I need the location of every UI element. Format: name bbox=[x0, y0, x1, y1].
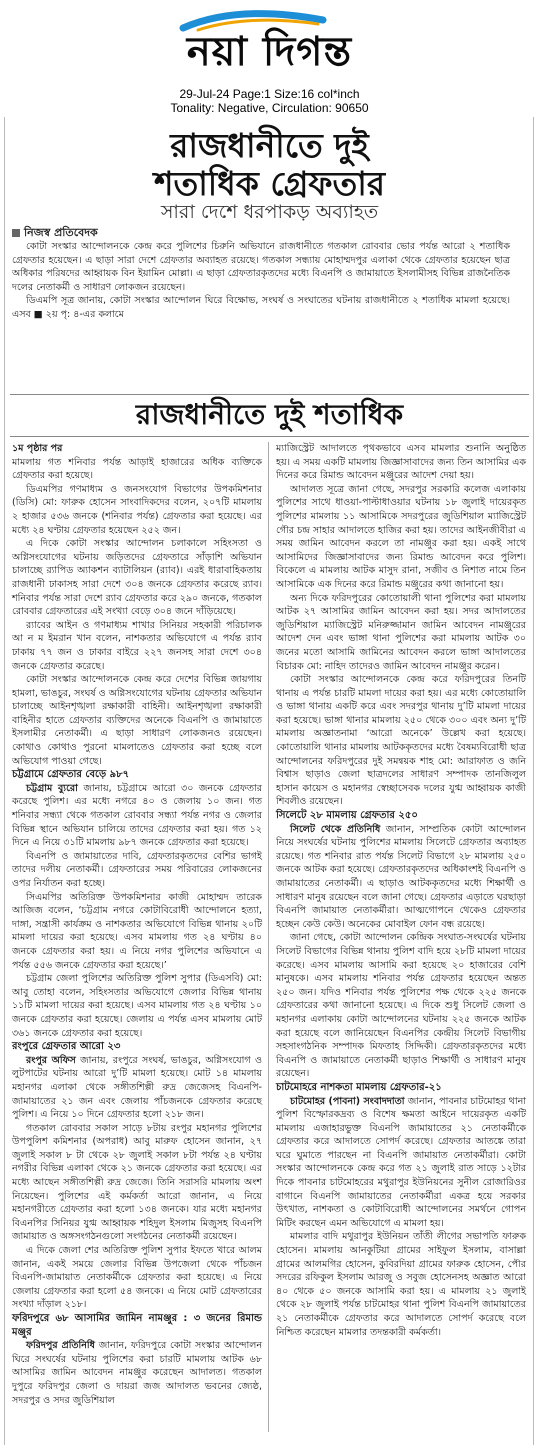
paragraph: এ দিকে জেলা শের অতিরিক্ত পুলিশ সুপার ইফতে খারে আলম জানান, একই সময়ে জেলার বিভিন্ন উপজেলা থেকে পাঁচজন বিএনপি-জামায়াত নেতাকর্মীকে গ্রেফতার করা হয়েছে। এ নিয়ে জেলায় গ্রেফতার করা হলো ৫৪ জনকে। এ নিয়ে মোট গ্রেফতারের সংখ্যা দাঁড়াল ২১৮। bbox=[12, 1245, 262, 1311]
paragraph: মামলায় গত শনিবার পর্যন্ত আড়াই হাজারের অধিক ব্যক্তিকে গ্রেফতার করা হয়েছে। bbox=[12, 456, 262, 482]
paragraph: বিএনপি ও জামায়াতের দাবি, গ্রেফতারকৃতদের বেশির ভাগই তাদের দলীয় নেতাকর্মী। গ্রেফতারের সময় পরিবারের লোকজনের ওপর নির্যাতন করা হচ্ছে। bbox=[12, 850, 262, 889]
dateline: রংপুর অফিস bbox=[26, 1054, 76, 1066]
page-ref: ১ম পৃষ্ঠার পর bbox=[12, 443, 63, 454]
dateline: সিলেট থেকে প্রতিনিধি bbox=[290, 823, 381, 835]
paragraph: কোটা সংস্কার আন্দোলনকে কেন্দ্র করে ফরিদপুরের তিনটি থানায় এ পর্যন্ত চারটি মামলা দায়ের করা হয়। এর মধ্যে কোতোয়ালি ও ভাঙ্গা থানায় একটি করে এবং সদরপুর থানায় দু’টি মামলা দায়ের করা হয়েছে। ভাঙ্গা থানার মামলায় ২৫০ থেকে ৩০০ এবং অন্য দু’টি মামলায় অজ্ঞাতনামা ‘আরো অনেকে’ উল্লেখ করা হয়েছে। কোতোয়ালি থানার মামলায় আটককৃতদের মধ্যে বৈষম্যবিরোধী ছাত্র আন্দোলনের ফরিদপুরের দুই সমন্বয়ক শাহ মো: আরাফাত ও জনি বিশ্বাস ছাড়াও জেলা ছাত্রদলের সাধারণ সম্পাদক তানজিলুল হাসান কায়েস ও মহানগর স্বেচ্ছাসেবক দলের যুগ্ম আহ্বায়ক কাজী শিবলীও রয়েছেন। bbox=[276, 674, 526, 808]
lead-paragraph: কোটা সংস্কার আন্দোলনকে কেন্দ্র করে পুলিশের চিরুনি অভিযানে রাজধানীতে গতকাল রোববার ভোর পর্যন্ত আরো ২ শতাধিক গ্রেফতার হয়েছেন। এ ছাড়া সারা দেশে গ্রেফতার অব্যাহত রয়েছে। গতকাল সন্ধ্যায় মোহাম্মদপুর এলাকা থেকে গ্রেফতার হয়েছেন ছাত্র অধিকার পরিষদের আহ্বায়ক বিন ইয়ামিন মোল্লা। এ ছাড়া গ্রেফতারকৃতদের মধ্যে বিএনপি ও জামায়াতে ইসলামীসহ বিভিন্ন রাজনৈতিক দলের নেতাকর্মী ও সাধারণ লোকজন রয়েছেন। bbox=[12, 241, 510, 293]
paragraph: জানান, সাম্প্রতিক কোটা আন্দোলন নিয়ে সংঘর্ষের ঘটনায় পুলিশের মামলায় সিলেটে গ্রেফতার অব্যাহত রয়েছে। গত শনিবার রাত পর্যন্ত সিলেট বিভাগে ২৮ মামলায় ২৫০ জনকে আটক করা হয়েছে। গ্রেফতারকৃতদের অধিকাংশই বিএনপি ও জামায়াতের নেতাকর্মী। এ ছাড়াও আটককৃতদের মধ্যে শিক্ষার্থী ও সাধারণ মানুষ রয়েছেন বলে জানা গেছে। গ্রেফতার এড়াতে ঘরছাড়া বিএনপি জামায়াত নেতাকর্মীরা। আত্মগোপনে থেকেও গ্রেফতার হচ্ছেন কেউ কেউ। অনেকের মোবাইল ফোন বন্ধ রয়েছে। bbox=[276, 823, 526, 930]
paragraph: ডিএমপির গণমাধ্যম ও জনসংযোগ বিভাগের উপকমিশনার (ডিসি) মো: ফারুক হোসেন সাংবাদিকদের বলেন, ২০৭টি মামলায় ২ হাজার ৫৩৬ জনকে (শনিবার পর্যন্ত) গ্রেফতার করা হয়েছে। এর মধ্যে ২৪ ঘণ্টায় গ্রেফতার হয়েছেন ২৫২ জন। bbox=[12, 483, 262, 536]
headline-line-2: শতাধিক গ্রেফতার bbox=[153, 164, 386, 203]
subheadline: সারা দেশে ধরপাকড় অব্যাহত bbox=[160, 201, 379, 223]
dateline: চট্টগ্রাম ব্যুরো bbox=[26, 782, 78, 794]
paragraph: অন্য দিকে ফরিদপুরের কোতোয়ালী থানা পুলিশের করা মামলায় আটক ২৭ আসামির জামিন আবেদন করা হয়। সদর আদালতের জুডিশিয়াল ম্যাজিস্ট্রেট মনিরুজ্জামান জামিন আবেদন নামঞ্জুরের আদেশ দেন এবং ভাঙ্গা থানা পুলিশের করা মামলায় আটক ৩০ জনের মতো আসামি জামিনের আবেদন করলে ভাঙ্গা আদালতের বিচারক মো: নাহিদ তাদেরও জামিন আবেদন নামঞ্জুর করেন। bbox=[276, 592, 526, 672]
section-head-chattogram: চট্টগ্রামে গ্রেফতার বেড়ে ৯৮৭ bbox=[12, 769, 130, 781]
paragraph: জানায়, রংপুরে সংঘর্ষ, ভাঙচুর, অগ্নিসংযোগ ও লুটপাটের ঘটনায় আরো দু’টি মামলা হয়েছে। মোট ১৪ মামলায় মহানগর এলাকা থেকে সঙ্গীতশিল্পী রুদ্র জেজেসহ বিএনপি-জামায়াতের ২১ জন এবং জেলায় পাঁচজনকে গ্রেফতার করেছে পুলিশ। এ নিয়ে ১০ দিনে গ্রেফতার হলো ২১৮ জন। bbox=[12, 1054, 262, 1121]
masthead bbox=[0, 0, 539, 84]
divider bbox=[10, 394, 529, 395]
paragraph: কোটা সংস্কার আন্দোলনকে কেন্দ্র করে দেশের বিভিন্ন জায়গায় হামলা, ভাঙচুর, সংঘর্ষ ও অগ্নিসংযোগের ঘটনায় গ্রেফতার অভিযান চালাচ্ছে আইনশৃঙ্খলা রক্ষাকারী বাহিনী। আইনশৃঙ্খলা রক্ষাকারী বাহিনীর হাতে গ্রেফতার ব্যক্তিদের অনেকে বিএনপি ও জামায়াতে ইসলামীর নেতাকর্মী। এ ছাড়া সাধারণ লোকজনও রয়েছেন। কোথাও কোথাও পুরনো মামলাতেও গ্রেফতার করা হচ্ছে বলে অভিযোগ পাওয়া গেছে। bbox=[12, 674, 262, 767]
byline-text: নিজস্ব প্রতিবেদক bbox=[24, 226, 98, 239]
paragraph: জানান, ফরিদপুরে কোটা সংস্কার আন্দোলন ঘিরে সংঘর্ষের ঘটনায় পুলিশের করা চারটি মামলায় আটক ৬৮ আসামির জামিন আবেদন নামঞ্জুর করেছেন আদালত। গতকাল দুপুরে ফরিদপুর জেলা ও দায়রা জজ আদালত ভবনের জ্যেষ্ঠ, সদরপুর ও সদর জুডিশিয়াল bbox=[12, 1340, 262, 1406]
paragraph: ম্যাজিস্ট্রেট আদালতে পৃথকভাবে এসব মামলার শুনানি অনুষ্ঠিত হয়। এ সময় একটি মামলায় জিজ্ঞাসাবাদের জন্য তিন আসামির এক দিনের করে রিমান্ড আবেদন মঞ্জুরের আদেশ দেয়া হয়। bbox=[276, 443, 526, 482]
paragraph: চট্টগ্রাম জেলা পুলিশের অতিরিক্ত পুলিশ সুপার (ডিএসবি) মো: আবু তোহা বলেন, সহিংসতার অভিযোগে জেলার বিভিন্ন থানায় ১১টি মামলা দায়ের করা হয়েছে। এসব মামলায় গত ২৪ ঘণ্টায় ১০ জনকে গ্রেফতার করা হয়েছে। জেলায় এ পর্যন্ত এসব মামলায় মোট ৩৬১ জনকে গ্রেফতার করা হয়েছে। bbox=[12, 973, 262, 1039]
section-head-faridpur: ফরিদপুরে ৬৮ আসামির জামিন নামঞ্জুর : ৩ জনের রিমান্ড মঞ্জুর bbox=[12, 1313, 262, 1338]
paragraph: মামলার বাদি মথুরাপুর ইউনিয়ন তাঁতী লীগের সভাপতি ফারুক হোসেন। মামলায় আনকুটিয়া গ্রামের সাইফুল ইসলাম, বাসাল্লা গ্রামের আলমগির হোসেন, কুবিরদিয়া গ্রামের ফারুক হোসেন, পৌর সদরের রফিকুল ইসলাম আরজু ও সবুজ হোসেনসহ অজ্ঞাত আরো ৪০ থেকে ৫০ জনকে আসামি করা হয়। এ মামলায় ২১ জুলাই থেকে ২৮ জুলাই পর্যন্ত চাটমোহর থানা পুলিশ বিএনপি জামায়াতের ২১ নেতাকর্মীকে গ্রেফতার করে আদালতে সোপর্দ করেছে বলে নিশ্চিত করেছেন মামলার তদন্তকারী কর্মকর্তা। bbox=[276, 1231, 526, 1338]
clip-info-tonality: Tonality: Negative, Circulation: 90650 bbox=[170, 101, 369, 115]
dateline: চাটমোহর (পাবনা) সংবাদদাতা bbox=[290, 1095, 405, 1107]
section-head-sylhet: সিলেটে ২৮ মামলায় গ্রেফতার ২৫০ bbox=[276, 810, 418, 822]
paragraph: আদালত সূত্রে জানা গেছে, সদরপুর সরকারি কলেজ এলাকায় পুলিশের সাথে ধাওয়া-পাল্টাধাওয়ার ঘটনায় ১৮ জুলাই দায়েরকৃত পুলিশের মামলায় ১১ আসামিকে সদরপুরের জুডিশিয়াল ম্যাজিস্ট্রেট গৌর চন্দ্র সাহার আদালতে হাজির করা হয়। তাদের আইনজীবীরা এ সময় জামিন আবেদন করলে তা নামঞ্জুর করা হয়। একই সাথে আসামিদের জিজ্ঞাসাবাদের জন্য রিমান্ড আবেদন করে পুলিশ। বিকেলে এ মামলায় আটক মাসুদ রানা, সজীব ও নিশাত নামে তিন আসামিকে এক দিনের করে রিমান্ড মঞ্জুরের কথা জানানো হয়। bbox=[276, 483, 526, 590]
divider bbox=[10, 436, 529, 437]
byline-square-icon bbox=[12, 229, 20, 237]
section-head-chatmohar: চাটমোহরে নাশকতা মামলায় গ্রেফতার-২১ bbox=[276, 1081, 442, 1093]
column-divider bbox=[268, 442, 269, 1432]
paragraph: জানান, পাবনার চাটমোহর থানা পুলিশ বিস্ফোরকদ্রব্য ও বিশেষ ক্ষমতা আইনে দায়েরকৃত একটি মামলায় এজাহারভুক্ত বিএনপি জামায়াতের ২১ নেতাকর্মীকে গ্রেফতার করে আদালতে সোপর্দ করেছে। গ্রেফতার আতঙ্কে তারা ঘরে ঘুমাতে পারছেন না বিএনপি জামায়াত নেতাকর্মীরা। কোটা সংস্কার আন্দোলনকে কেন্দ্র করে গত ২১ জুলাই রাত সাড়ে ১২টার দিকে পাবনার চাটমোহরের মথুরাপুর ইউনিয়নের সুনীল রোজারিওর বাগানে বিএনপি জামায়াতের নেতাকর্মীরা একত্র হয়ে সরকার উৎখাত, নাশকতা ও কোটাবিরোধী আন্দোলনের সমর্থনে গোপন মিটিং করছেন এমন অভিযোগে এ মামলা হয়। bbox=[276, 1095, 526, 1229]
paragraph: জানায়, চট্টগ্রামে আরো ৩০ জনকে গ্রেফতার করেছে পুলিশ। এর মধ্যে নগরে ৪০ ও জেলায় ১০ জন। গত শনিবার সন্ধ্যা থেকে গতকাল রোববার সন্ধ্যা পর্যন্ত নগর ও জেলার বিভিন্ন স্থানে অভিযান চালিয়ে তাদের গ্রেফতার করা হয়। গত ১২ দিনে এ নিয়ে ৩১টি মামলায় ৯৮৭ জনকে গ্রেফতার করা হয়েছে। bbox=[12, 782, 262, 849]
clip-info: 29-Jul-24 Page:1 Size:16 col*inch bbox=[179, 87, 360, 101]
continuation-banner: রাজধানীতে দুই শতাধিক bbox=[135, 398, 404, 431]
lead-paragraph: ডিএমপি সূত্র জানায়, কোটা সংস্কার আন্দোলন ঘিরে বিক্ষোভ, সংঘর্ষ ও সংঘাতের ঘটনায় রাজধানীতে ২ শতাধিক মামলা হয়েছে। এসব ■ ২য় পৃ: ৪-এর কলামে bbox=[12, 295, 510, 320]
headline-line-1: রাজধানীতে দুই bbox=[170, 126, 369, 165]
continuation-column-left bbox=[12, 442, 262, 1407]
paragraph: গতকাল রোববার সকাল সাড়ে ৮টায় রংপুর মহানগর পুলিশের উপপুলিশ কমিশনার (অপরাধ) আবু মারুফ হোসেন জানান, ২৭ জুলাই সকাল ৮ টা থেকে ২৮ জুলাই সকাল ৮টা পর্যন্ত ২৪ ঘণ্টায় নগরীর বিভিন্ন এলাকা থেকে ২১ জনকে গ্রেফতার করা হয়েছে। এর মধ্যে আছেন সঙ্গীতশিল্পী রুদ্র জেজে। তিনি সরাসরি মামলায় অংশ নিয়েছেন। পুলিশের এই কর্মকর্তা আরো জানান, এ নিয়ে মহানগরীতে গ্রেফতার করা হলো ১৩৪ জনকে। যার মধ্যে মহানগর বিএনপির সিনিয়র যুগ্ম আহ্বায়ক শহিদুল ইসলাম মিজুসহ বিএনপি জামায়াত ও অঙ্গসংগঠনগুলো সংগঠনের নেতাকর্মী রয়েছেন। bbox=[12, 1122, 262, 1243]
paragraph: র‌্যাবের আইন ও গণমাধ্যম শাখার সিনিয়র সহকারী পরিচালক আ ন ম ইমরান খান বলেন, নাশকতার অভিযোগে এ পর্যন্ত র‌্যাব ঢাকায় ৭৭ জন ও ঢাকার বাইরে ২২৭ জনসহ সারা দেশে ৩০৪ জনকে গ্রেফতার করেছে। bbox=[12, 619, 262, 672]
lead-body bbox=[12, 240, 510, 322]
dateline: ফরিদপুর প্রতিনিধি bbox=[26, 1340, 95, 1352]
section-head-rangpur: রংপুরে গ্রেফতার আরো ২৩ bbox=[12, 1041, 121, 1053]
paragraph: জানা গেছে, কোটা আন্দোলন কেন্দ্রিক সংঘাত-সংঘর্ষের ঘটনায় সিলেট বিভাগের বিভিন্ন থানায় পুলিশ বাদি হয়ে ২৮টি মামলা দায়ের করেছে। এসব মামলায় আসামি করা হয়েছে ২০ হাজারের বেশি মানুষকে। এসব মামলায় শনিবার পর্যন্ত গ্রেফতার হয়েছেন অন্তত ২৫০ জন। যদিও শনিবার পর্যন্ত পুলিশের পক্ষ থেকে ২২৫ জনকে গ্রেফতারের কথা জানানো হয়েছে। এ দিকে শুধু সিলেট জেলা ও মহানগর এলাকায় কোটা আন্দোলনের ঘটনায় ২২৫ জনকে আটক করা হয়েছে বলে জানিয়েছেন বিএনপির কেন্দ্রীয় সিলেট বিভাগীয় সহসাংগঠনিক সম্পাদক মিফতাহ সিদ্দিকী। গ্রেফতারকৃতদের মধ্যে বিএনপি ও জামায়াতে নেতাকর্মী ছাড়াও শিক্ষার্থী ও সাধারণ মানুষ রয়েছেন। bbox=[276, 932, 526, 1080]
continuation-column-right bbox=[276, 442, 526, 1339]
newspaper-logo: নয়া দিগন্ত bbox=[186, 29, 353, 75]
paragraph: এ দিকে কোটা সংস্কার আন্দোলন চলাকালে সহিংসতা ও অগ্নিসংযোগের ঘটনায় জড়িতদের গ্রেফতারে সাঁড়াশি অভিযান চালাচ্ছে র‌্যাপিড অ্যাকশন ব্যাটালিয়ন (র‌্যাব)। এরই ধারাবাহিকতায় রাজধানী ঢাকাসহ সারা দেশে ৩০৪ জনকে গ্রেফতার করেছে র‌্যাব। শনিবার পর্যন্ত সারা দেশে র‌্যাব গ্রেফতার করে ২৯০ জনকে, গতকাল রোববার গ্রেফতারের এই সংখ্যা বেড়ে ৩০৪ জনে দাঁড়িয়েছে। bbox=[12, 538, 262, 618]
paragraph: সিএমপির অতিরিক্ত উপকমিশনার কাজী মোহাম্মদ তারেক আজিজ বলেন, ‘চট্টগ্রাম নগরে কোটাবিরোধী আন্দোলনে হত্যা, দাঙ্গা, সন্ত্রাসী কার্যক্রম ও নাশকতার অভিযোগে বিভিন্ন থানায় ২০টি মামলা দায়ের করা হয়েছে। এসব মামলায় গত ২৪ ঘণ্টায় ৪০ জনকে গ্রেফতার করা হয়। এ নিয়ে নগর পুলিশের অভিযানে এ পর্যন্ত ৫৫৬ জনকে গ্রেফতার করা হয়েছে।’ bbox=[12, 891, 262, 971]
